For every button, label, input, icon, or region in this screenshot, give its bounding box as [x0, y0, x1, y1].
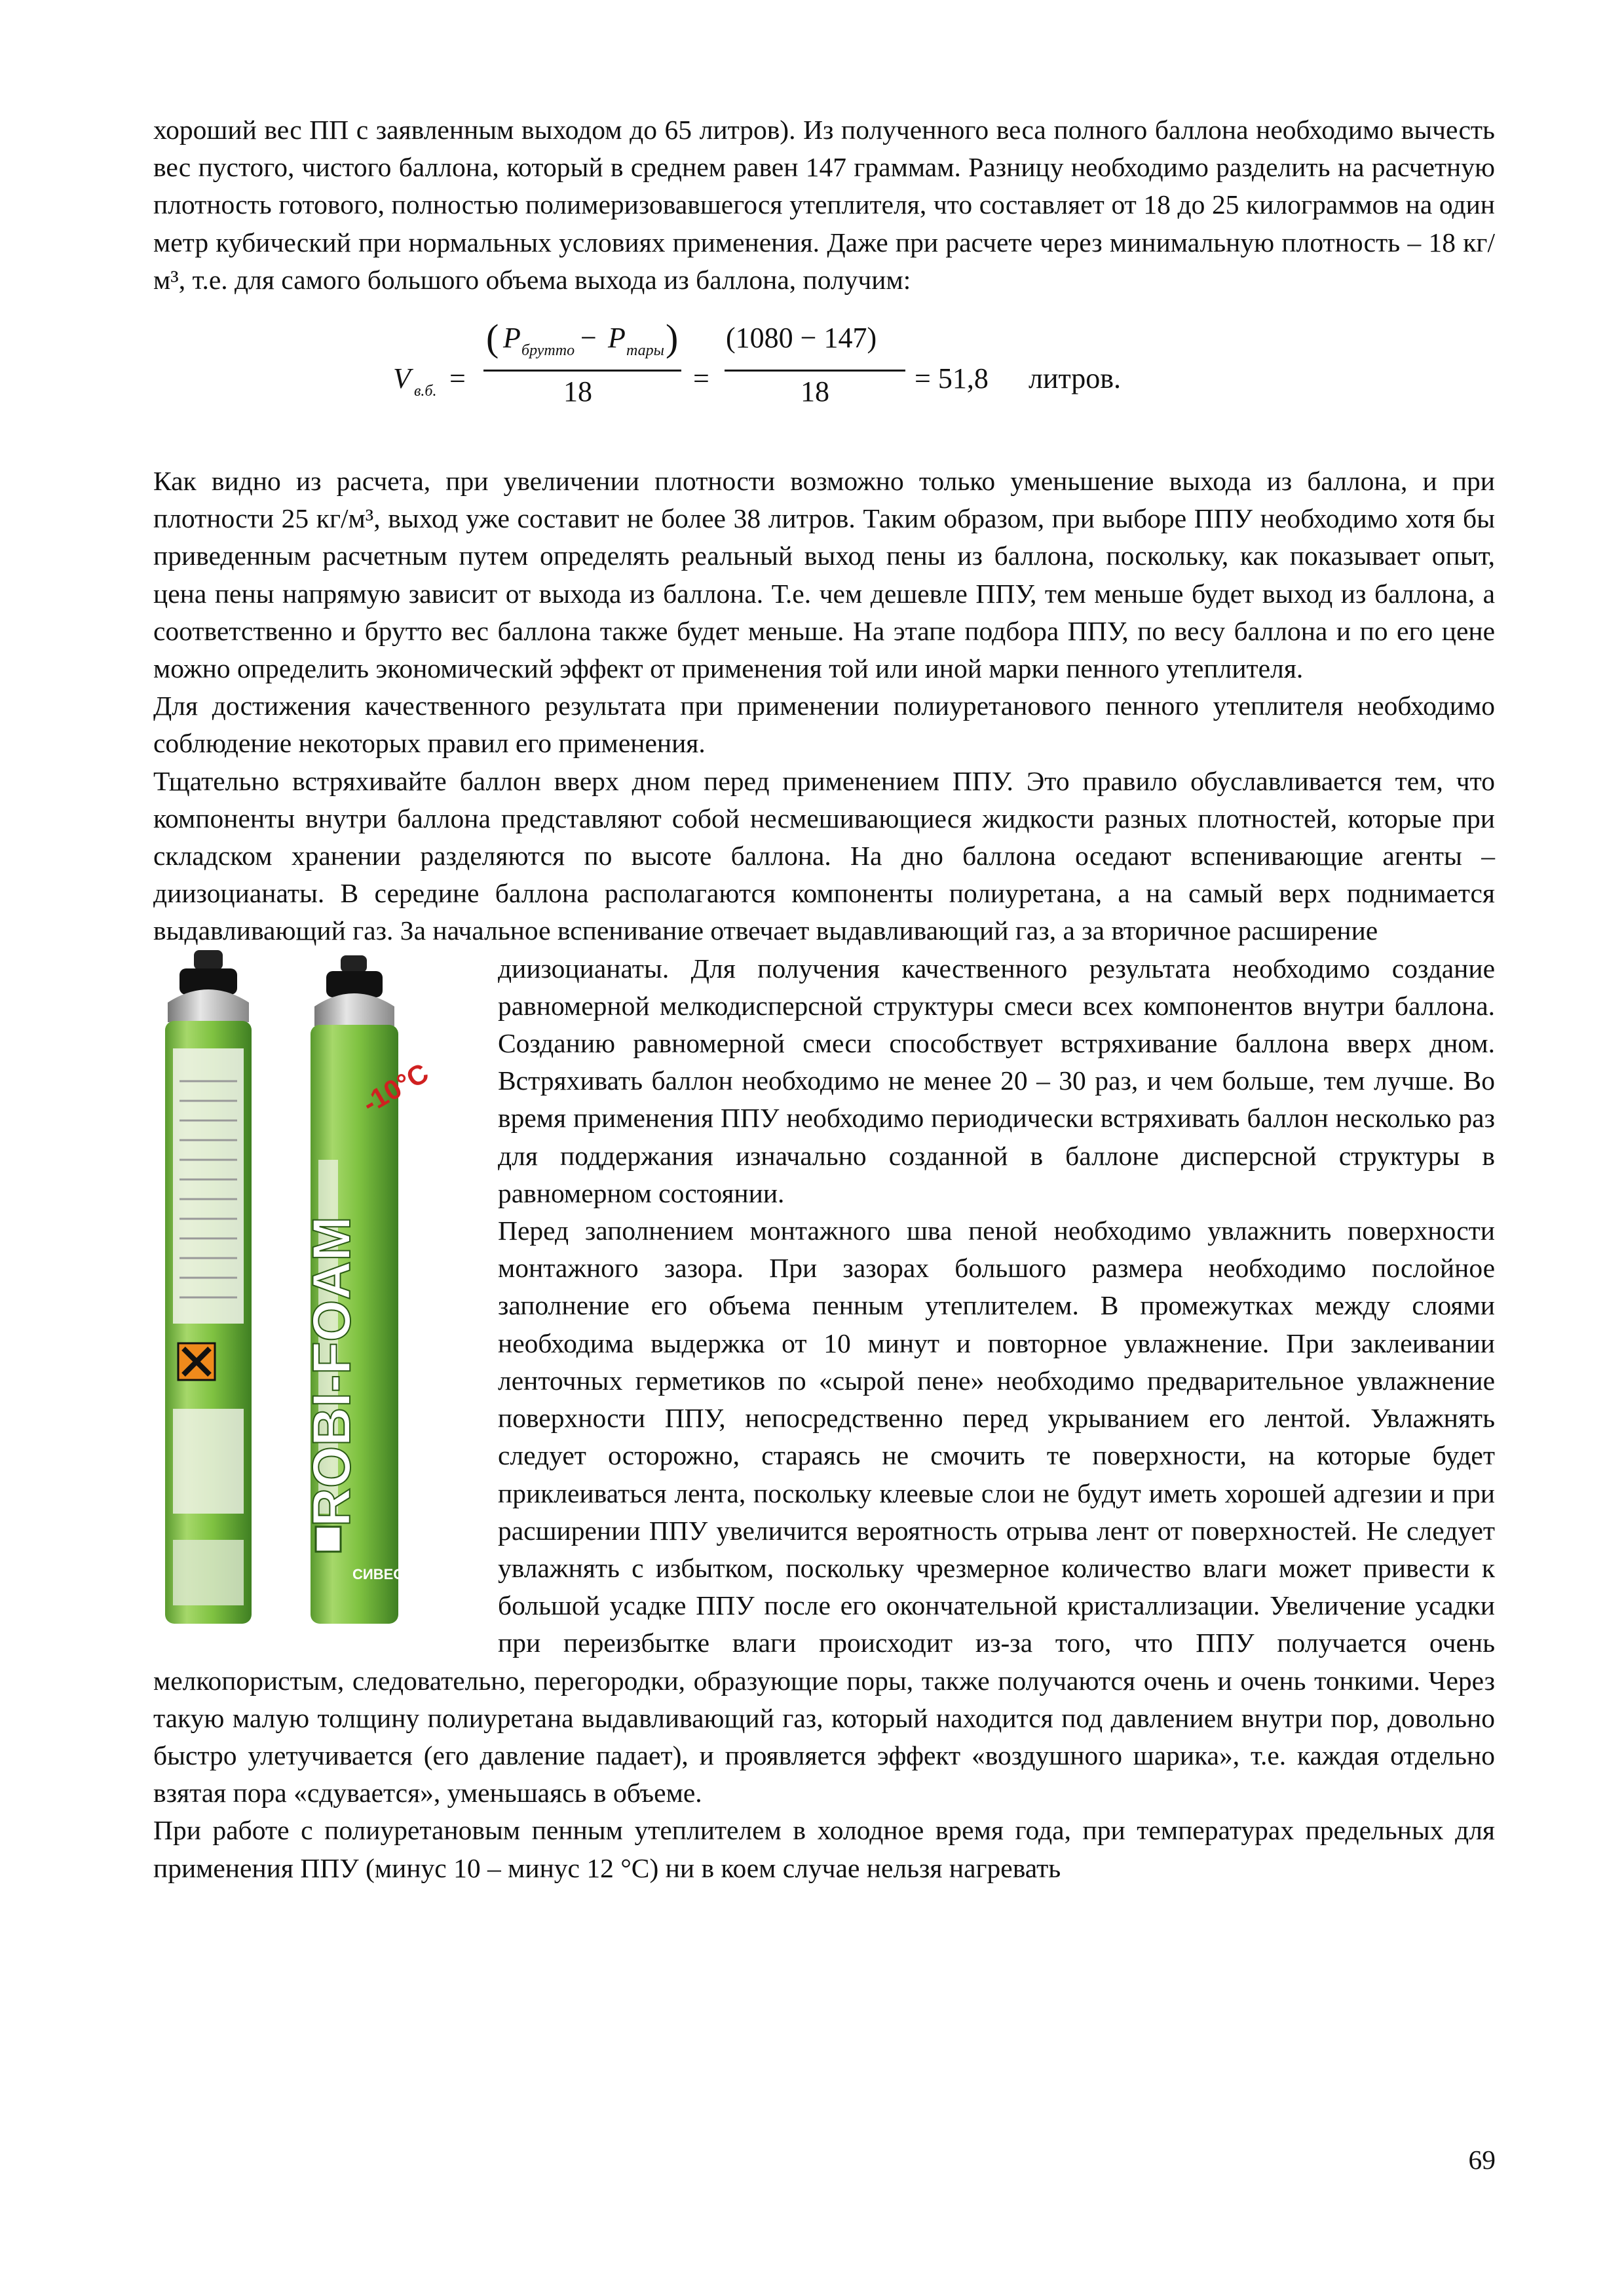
formula-eq-1: = — [449, 362, 466, 395]
paragraph-1: хороший вес ПП с заявленным выходом до 65 литров). Из полученного веса полного баллона необходимо вычесть вес пустого, чистого баллона, который в среднем равен 147 граммам. Разницу необходимо разделить на расчетную плотность готового, полностью полимеризовавшегося утеплителя, что составляет от 18 до 25 килограммов на один метр кубический при нормальных условиях применения. Даже при расчете через минимальную плотность – 18 кг/м³, т.е. для самого большого объема выхода из баллона, получим: — [153, 115, 1495, 295]
paragraph-4: Тщательно встряхивайте баллон вверх дном перед применением ППУ. Это правило обуславливается тем, что компоненты внутри баллона представляют собой несмешивающиеся жидкости разных плотностей, которые при складском хранении разделяются по высоте баллона. На дно баллона оседают вспенивающие агенты – диизоцианаты. В середине баллона располагаются компоненты полиуретана, а на самый верх поднимается выдавливающий газ. За начальное вспенивание отвечает выдавливающий газ, а за вторичное расширение — [153, 765, 1495, 946]
formula-num2: (1080 − 147) — [726, 322, 877, 354]
paragraph-3: Для достижения качественного результата при применении полиуретанового пенного утеплителя необходимо соблюдение некоторых правил его применения. — [153, 691, 1495, 759]
right-can — [302, 955, 434, 1624]
formula-num1-close: ) — [666, 316, 679, 360]
formula-lhs-sub: в.б. — [414, 383, 437, 400]
formula-fraction-line-2 — [725, 370, 905, 372]
paragraph-7: При работе с полиуретановым пенным утеплителем в холодное время года, при температурах предельных для применения ППУ (минус 10 – минус 12 °С) ни в коем случае нельзя нагревать — [153, 1815, 1495, 1883]
formula-num1-open: ( — [486, 316, 499, 360]
brand-text: ROBI-FOAM — [302, 1215, 362, 1527]
foam-cans-photo — [153, 950, 481, 1632]
paragraph-2: Как видно из расчета, при увеличении плотности возможно только уменьшение выхода из баллона, и при плотности 25 кг/м³, выход уже составит не более 38 литров. Таким образом, при выборе ППУ необходимо хотя бы приведенным расчетным путем определять реальный выход пены из баллона, поскольку, как показывает опыт, цена пены напрямую зависит от выхода из баллона. Т.е. чем дешевле ППУ, тем меньше будет выход из баллона, а соответственно и брутто вес баллона также будет меньше. На этапе подбора ППУ, по весу баллона и по его цене можно определить экономический эффект от применения той или иной марки пенного утеплителя. — [153, 466, 1495, 684]
formula-den-1: 18 — [563, 375, 592, 408]
formula-num1-minus: − — [580, 322, 597, 354]
formula-num1-sub1: брутто — [521, 342, 575, 360]
formula-result: = 51,8 — [915, 362, 989, 395]
formula-num1-sub2: тары — [626, 342, 664, 360]
formula-fraction-line-1 — [483, 370, 681, 372]
formula-eq-2: = — [693, 362, 709, 395]
volume-formula — [153, 299, 1495, 463]
maker-text: СИВЕСТ — [352, 1565, 413, 1582]
formula-lhs-var: V — [393, 362, 411, 395]
formula-num1-p2: P — [608, 322, 626, 354]
paragraph-6: Перед заполнением монтажного шва пеной необходимо увлажнить поверхности монтажного зазора. При зазорах большого размера необходимо послойное заполнение его объема пенным утеплителем. В промежутках между слоями необходима выдержка от 10 минут и повторное увлажнение. При заклеивании ленточных герметиков по «сырой пене» необходимо предварительное увлажнение поверхности ППУ, непосредственно перед укрыванием его лентой. Увлажнять следует осторожно, стараясь не смочить те поверхности, на которые будет приклеиваться лента, поскольку клеевые слои не будут иметь хорошей адгезии и при расширении ППУ увеличится вероятность отрыва лент от поверхностей. Не следует увлажнять с избытком, поскольку чрезмерное количество влаги может привести к большой усадке ППУ после его окончательной кристаллизации. Увеличение усадки при переизбытке влаги происходит из-за того, что ППУ получается очень мелкопористым, следовательно, перегородки, образующие поры, также получаются очень и очень тонкими. Через такую малую толщину полиуретана выдавливающий газ, который находится под давлением внутри пор, довольно быстро улетучивается (его давление падает), и проявляется эффект «воздушного шарика», т.е. каждая отдельно взятая пора «сдувается», уменьшаясь в объеме. — [153, 1215, 1495, 1808]
page-body — [153, 111, 1495, 1887]
temp-badge-text: -10°C — [357, 1056, 434, 1119]
page-number: 69 — [1468, 2145, 1496, 2175]
formula-unit: литров. — [1029, 362, 1122, 395]
formula-num1-p1: P — [503, 322, 521, 354]
left-can — [165, 950, 252, 1624]
paragraph-5: диизоцианаты. Для получения качественного результата необходимо создание равномерной мелкодисперсной структуры смеси всех компонентов внутри баллона. Созданию равномерной смеси способствует встряхивание баллона вверх дном. Встряхивать баллон необходимо не менее 20 – 30 раз, и чем больше, тем лучше. Во время применения ППУ необходимо периодически встряхивать баллон несколько раз для поддержания изначально созданной в баллоне дисперсной структуры в равномерном состоянии. — [498, 953, 1495, 1208]
formula-den-2: 18 — [801, 375, 829, 408]
